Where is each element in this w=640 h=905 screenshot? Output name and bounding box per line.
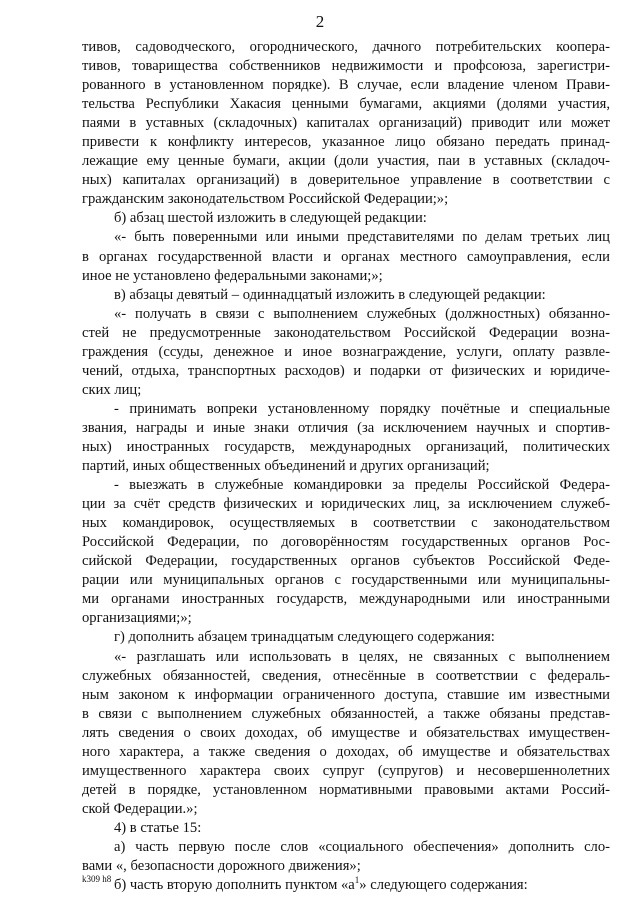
page-number: 2	[315, 12, 325, 31]
text-line: иное не установлено федеральными законами;»;	[82, 267, 383, 284]
text-line: ным законом к информации ограниченного доступа, ставшие им известными	[82, 686, 610, 703]
paragraph-start: в) абзацы девятый – одиннадцатый изложить в следующей редакции:	[114, 286, 546, 303]
body-text	[82, 38, 610, 895]
text-line: ских лиц;	[82, 381, 142, 398]
text-line: привести к конфликту интересов, указанное лицо обязано передать принад-	[82, 134, 610, 151]
text-fragment: » следующего содержания:	[359, 877, 528, 894]
text-line: ных командировок, осуществляемых в соответствии с законодательством	[82, 515, 610, 532]
text-line: сийской Федерации, государственных органов субъектов Российской Феде-	[82, 553, 610, 570]
text-line: звания, награды и иные знаки отличия (за исключением научных и спортив-	[82, 419, 610, 436]
text-line: партий, иных общественных объединений и других организаций;	[82, 458, 490, 475]
footer-document-code: k309 h8	[82, 874, 112, 884]
text-line: служебных обязанностей, сведения, отнесённые в соответствии с федераль-	[82, 667, 610, 684]
text-line: ных) иностранных государств, международных организаций, политических	[82, 438, 610, 455]
paragraph-start: а) часть первую после слов «социального обеспечения» дополнить сло-	[114, 838, 610, 855]
text-line: лежащие ему ценные бумаги, акции (доли участия, паи в уставных (складоч-	[82, 153, 610, 170]
text-line: в органах государственной власти и органах местного самоуправления, если	[82, 248, 610, 265]
paragraph-start: б) абзац шестой изложить в следующей редакции:	[114, 210, 427, 227]
paragraph-start: «- разглашать или использовать в целях, не связанных с выполнением	[114, 648, 610, 665]
text-line: ции за счёт средств физических и юридических лиц, за исключением служеб-	[82, 496, 610, 513]
text-line: лять сведения о своих доходах, об имуществе и обязательствах имуществен-	[82, 724, 610, 741]
text-line: ного характера, а также сведения о доходах, об имуществе и обязательствах	[82, 743, 610, 760]
text-line: в связи с выполнением служебных обязанностей, а также обязаны представ-	[82, 705, 610, 722]
text-line: вами «, безопасности дорожного движения»;	[82, 858, 361, 875]
text-line: чений, отдыха, транспортных расходов) и подарки от физических и юридиче-	[82, 362, 610, 379]
text-line: детей в порядке, установленном нормативными правовыми актами Россий-	[82, 781, 610, 798]
text-line: организациями;»;	[82, 610, 192, 627]
text-line: тивов, садоводческого, огороднического, дачного потребительских коопера-	[82, 39, 610, 55]
text-line: ных) капиталах организаций) в доверительное управление в соответствии с	[82, 172, 610, 189]
paragraph-start: - принимать вопреки установленному порядку почётные и специальные	[114, 400, 610, 417]
paragraph-start: 4) в статье 15:	[114, 819, 202, 836]
superscript-mark: 1	[354, 875, 360, 886]
text-line: ской Федерации.»;	[82, 800, 198, 817]
text-line: тивов, товарищества собственников недвижимости и профсоюза, зарегистри-	[82, 58, 610, 75]
text-line: рованного в установленном порядке). В случае, если владение членом Прави-	[82, 77, 610, 94]
text-line: тельства Республики Хакасия ценными бумагами, акциями (долями участия,	[82, 96, 610, 113]
text-line: имущественного характера своих супруг (супругов) и несовершеннолетних	[82, 762, 610, 779]
text-line: паями в уставных (складочных) капиталах организаций) приводит или может	[82, 115, 610, 132]
text-line: ми органами иностранных государств, международными или иностранными	[82, 591, 610, 608]
paragraph-start: г) дополнить абзацем тринадцатым следующего содержания:	[114, 629, 495, 646]
paragraph-start: - выезжать в служебные командировки за пределы Российской Федера-	[114, 477, 610, 494]
paragraph-start: «- получать в связи с выполнением служебных (должностных) обязанно-	[114, 305, 610, 322]
text-line: стей не предусмотренные законодательством Российской Федерации возна-	[82, 324, 610, 341]
paragraph-start	[82, 876, 610, 895]
text-fragment: б) часть вторую дополнить пунктом «а	[114, 877, 355, 894]
text-line: граждения (ссуды, денежное и иное вознаграждение, услуги, оплату развле-	[82, 343, 610, 360]
text-line: Российской Федерации, по договорённостям государственных органов Рос-	[82, 534, 610, 551]
text-line: гражданским законодательством Российской Федерации;»;	[82, 191, 449, 208]
paragraph-start: «- быть поверенными или иными представителями по делам третьих лиц	[114, 229, 610, 246]
text-line: рации или муниципальных органов с государственными или муниципальны-	[82, 572, 610, 589]
